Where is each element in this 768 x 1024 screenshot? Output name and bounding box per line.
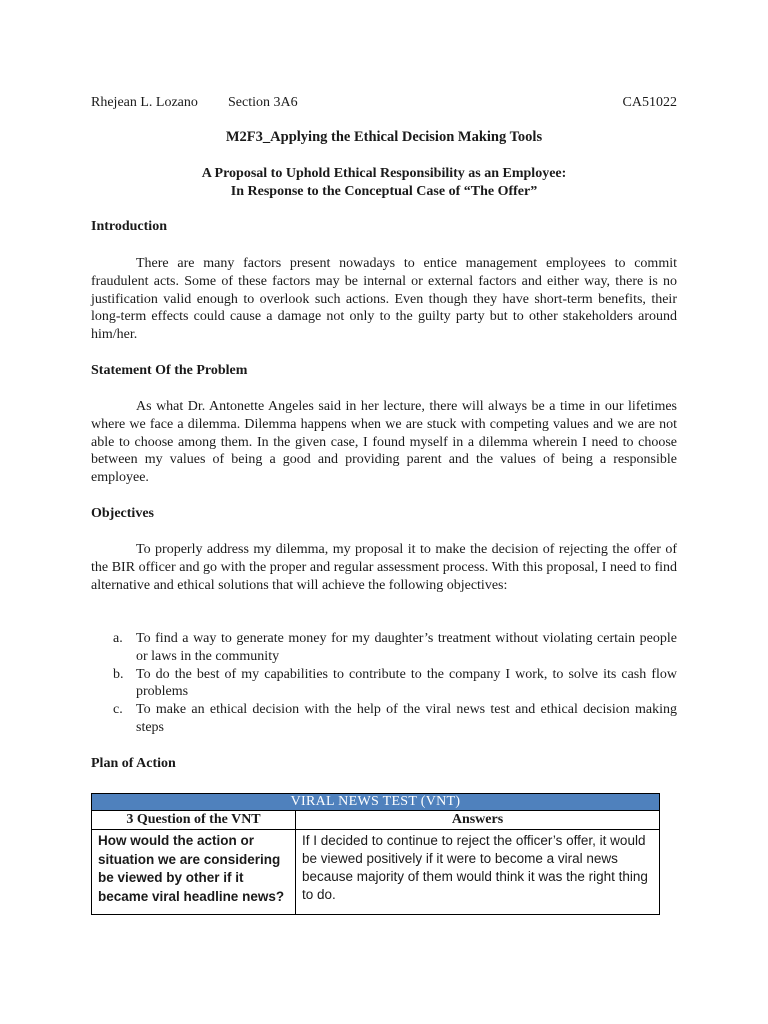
table-banner-row [92, 794, 660, 811]
objectives-paragraph: To properly address my dilemma, my proposal it to make the decision of rejecting the offer of the BIR officer and go with the proper and regular assessment process. With this proposal, I need to find alternative and ethical solutions that will achieve the following objectives: [91, 542, 677, 593]
list-item [91, 701, 677, 737]
table-row [92, 830, 660, 915]
table-cell-answer: If I decided to continue to reject the officer’s offer, it would be viewed positively if it were to become a viral news because majority of them would think it was the right thing to do. [296, 830, 660, 915]
document-header [91, 94, 677, 112]
plan-heading: Plan of Action [91, 756, 176, 771]
table-header-row [92, 811, 660, 830]
author-name: Rhejean L. Lozano [91, 95, 198, 110]
column-header-question: 3 Question of the VNT [92, 811, 296, 830]
list-item-text: To find a way to generate money for my daughter’s treatment without violating certain people or laws in the community [136, 631, 677, 664]
section-label: Section 3A6 [228, 95, 298, 110]
problem-paragraph: As what Dr. Antonette Angeles said in her lecture, there will always be a time in our lifetimes where we face a dilemma. Dilemma happens when we are stuck with competing values and we are not able to choose among them. In the given case, I found myself in a dilemma wherein I need to choose between my values of being a good and providing parent and the values of being a responsible employee. [91, 399, 677, 486]
list-marker: c. [113, 702, 123, 718]
document-subtitle [91, 165, 677, 201]
objectives-heading: Objectives [91, 506, 154, 521]
objectives-list [91, 630, 677, 737]
column-header-answer: Answers [296, 811, 660, 830]
list-item-text: To make an ethical decision with the help of the viral news test and ethical decision making steps [136, 702, 677, 735]
list-marker: a. [113, 631, 123, 646]
list-item-text: To do the best of my capabilities to contribute to the company I work, to solve its cash flow problems [136, 666, 677, 700]
list-item [91, 666, 677, 702]
list-marker: b. [113, 666, 124, 682]
subtitle-line-1: A Proposal to Uphold Ethical Responsibility as an Employee: [201, 166, 567, 181]
table-cell-question: How would the action or situation we are considering be viewed by other if it became viral headline news? [92, 830, 296, 915]
subtitle-line-2: In Response to the Conceptual Case of “The Offer” [230, 184, 538, 199]
introduction-paragraph: There are many factors present nowadays to entice management employees to commit fraudulent acts. Some of these factors may be internal or external factors and either way, there is no justification valid enough to overlook such actions. Even though they have short-term benefits, their long-term effects could cause a damage not only to the guilty party but to other stakeholders around him/her. [91, 256, 677, 343]
course-code: CA51022 [622, 95, 677, 110]
table-banner: VIRAL NEWS TEST (VNT) [92, 794, 660, 811]
document-title: M2F3_Applying the Ethical Decision Making Tools [225, 129, 543, 145]
list-item [91, 630, 677, 666]
introduction-heading: Introduction [91, 219, 167, 234]
problem-heading: Statement Of the Problem [91, 363, 248, 378]
viral-news-test-table [91, 793, 660, 915]
